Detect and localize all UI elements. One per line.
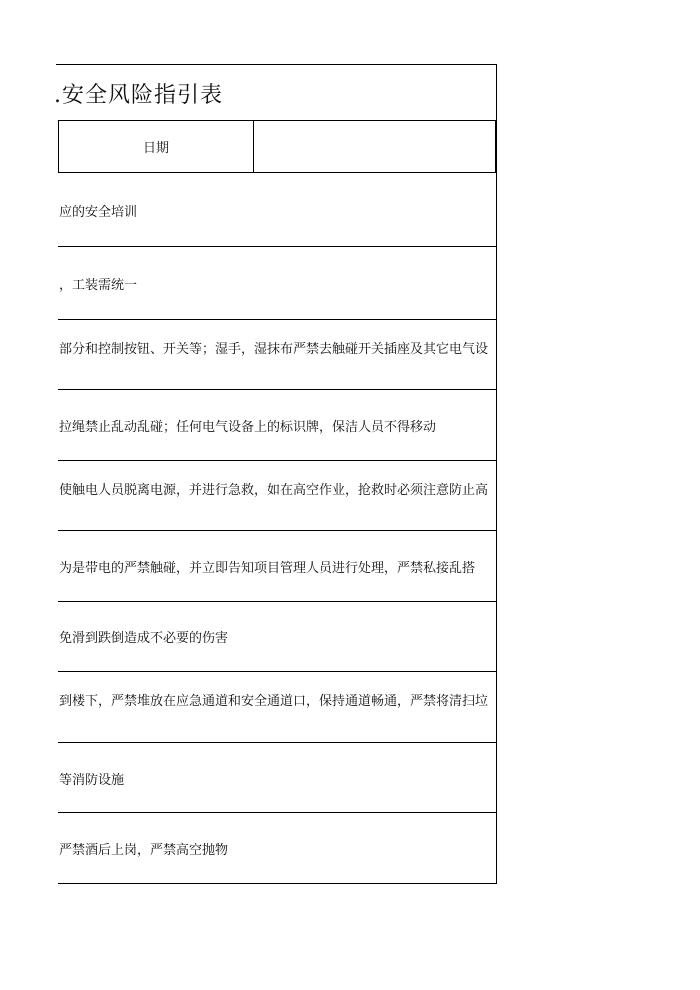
row-divider (58, 389, 497, 390)
row-divider (58, 530, 497, 531)
row-divider (58, 671, 497, 672)
table-row-text: ，工装需统一 (59, 278, 138, 293)
table-right-border (496, 64, 497, 884)
table-top-border (56, 64, 497, 65)
table-row-text: 为是带电的严禁触碰，并立即告知项目管理人员进行处理，严禁私接乱搭 (59, 561, 476, 576)
row-divider (58, 460, 497, 461)
table-row-text: 等消防设施 (59, 773, 125, 788)
row-divider (58, 812, 497, 813)
page-title: .安全风险指引表 (54, 83, 223, 108)
date-label: 日期 (59, 121, 254, 172)
table-row-text: 使触电人员脱离电源，并进行急救，如在高空作业，抢救时必须注意防止高 (59, 483, 489, 498)
date-row (58, 120, 496, 173)
table-row-text: 部分和控制按钮、开关等；湿手，湿抹布严禁去触碰开关插座及其它电气设 (59, 342, 489, 357)
row-divider (58, 246, 497, 247)
table-row-text: 拉绳禁止乱动乱碰；任何电气设备上的标识牌，保洁人员不得移动 (59, 420, 437, 435)
row-divider (58, 319, 497, 320)
table-row-text: 到楼下，严禁堆放在应急通道和安全通道口，保持通道畅通，严禁将清扫垃 (59, 694, 489, 709)
table-row-text: 严禁酒后上岗，严禁高空抛物 (59, 843, 229, 858)
table-bottom-border (58, 883, 497, 884)
row-divider (58, 742, 497, 743)
date-value-cell (254, 121, 495, 172)
table-row-text: 免滑到跌倒造成不必要的伤害 (59, 631, 229, 646)
row-divider (58, 601, 497, 602)
table-row-text: 应的安全培训 (59, 205, 138, 220)
